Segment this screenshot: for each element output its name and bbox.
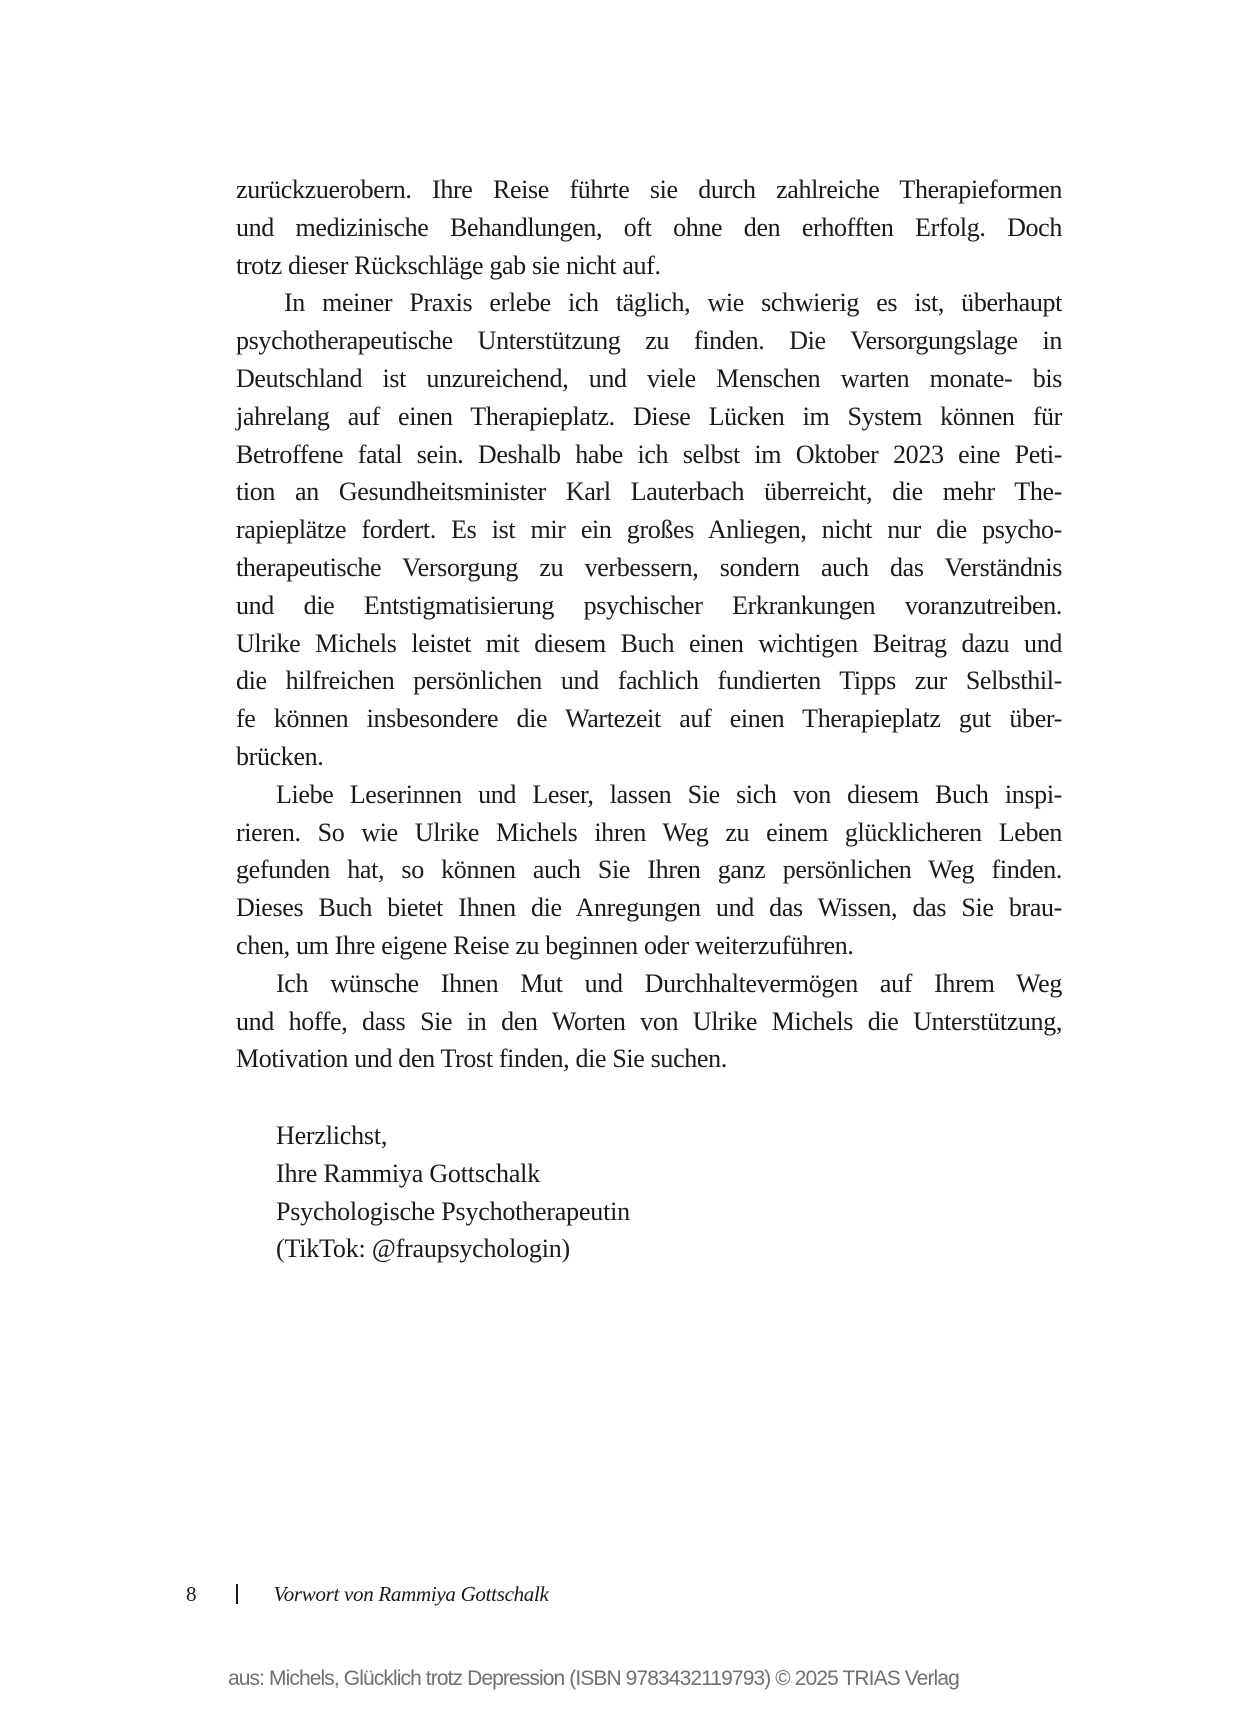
text-line: brücken. <box>236 741 324 771</box>
text-line: Motivation und den Trost finden, die Sie suchen. <box>236 1044 727 1074</box>
text-line: Liebe Leserinnen und Leser, lassen Sie sich von diesem Buch inspi- <box>276 779 1062 809</box>
text-line: therapeutische Versorgung zu verbessern, sondern auch das Verständnis <box>236 552 1062 582</box>
text-line: jahrelang auf einen Therapieplatz. Diese Lücken im System können für <box>236 401 1062 431</box>
text-line: tion an Gesundheitsminister Karl Lauterbach überreicht, die mehr The- <box>236 477 1062 507</box>
text-line: In meiner Praxis erlebe ich täglich, wie schwierig es ist, überhaupt <box>284 288 1062 318</box>
paragraph <box>236 171 1062 284</box>
text-line: trotz dieser Rückschläge gab sie nicht auf. <box>236 250 661 280</box>
signature-closing: Herzlichst, <box>276 1121 388 1150</box>
text-line: fe können insbesondere die Wartezeit auf einen Therapieplatz gut über- <box>236 704 1062 734</box>
text-line: chen, um Ihre eigene Reise zu beginnen oder weiterzuführen. <box>236 930 854 960</box>
text-line: und hoffe, dass Sie in den Worten von Ulrike Michels die Unterstützung, <box>236 1006 1062 1036</box>
page-number: 8 <box>186 1582 197 1606</box>
text-line: Dieses Buch bietet Ihnen die Anregungen und das Wissen, das Sie brau- <box>236 893 1062 923</box>
signature-social: (TikTok: @fraupsychologin) <box>276 1234 571 1264</box>
signature-name: Ihre Rammiya Gottschalk <box>276 1158 540 1188</box>
text-line: psychotherapeutische Unterstützung zu finden. Die Versorgungslage in <box>236 326 1062 356</box>
text-line: und medizinische Behandlungen, oft ohne den erhofften Erfolg. Doch <box>236 212 1062 242</box>
text-line: die hilfreichen persönlichen und fachlich fundierten Tipps zur Selbsthil- <box>236 666 1062 696</box>
text-line: rieren. So wie Ulrike Michels ihren Weg zu einem glücklicheren Leben <box>236 817 1062 847</box>
text-line: und die Entstigmatisierung psychischer Erkrankungen voranzutreiben. <box>236 590 1062 620</box>
folio-divider <box>236 1584 238 1604</box>
paragraph <box>236 776 1062 965</box>
running-title: Vorwort von Rammiya Gottschalk <box>273 1582 549 1606</box>
text-line: Ulrike Michels leistet mit diesem Buch einen wichtigen Beitrag dazu und <box>236 628 1062 658</box>
signature-block <box>276 1117 630 1268</box>
text-line: zurückzuerobern. Ihre Reise führte sie durch zahlreiche Therapieformen <box>236 175 1062 204</box>
paragraph <box>236 965 1062 1078</box>
text-line: Betroffene fatal sein. Deshalb habe ich selbst im Oktober 2023 eine Peti- <box>236 439 1062 469</box>
text-line: Ich wünsche Ihnen Mut und Durchhaltevermögen auf Ihrem Weg <box>276 968 1062 998</box>
page-footer <box>186 1582 549 1606</box>
signature-title: Psychologische Psychotherapeutin <box>276 1196 630 1226</box>
text-line: rapieplätze fordert. Es ist mir ein großes Anliegen, nicht nur die psycho- <box>236 515 1062 545</box>
copyright-notice: aus: Michels, Glücklich trotz Depression (ISBN 9783432119793) © 2025 TRIAS Verlag <box>228 1667 959 1690</box>
paragraph <box>236 284 1062 775</box>
text-line: gefunden hat, so können auch Sie Ihren ganz persönlichen Weg finden. <box>236 855 1062 885</box>
body-text <box>236 171 1062 1078</box>
text-line: Deutschland ist unzureichend, und viele Menschen warten monate- bis <box>236 363 1062 393</box>
